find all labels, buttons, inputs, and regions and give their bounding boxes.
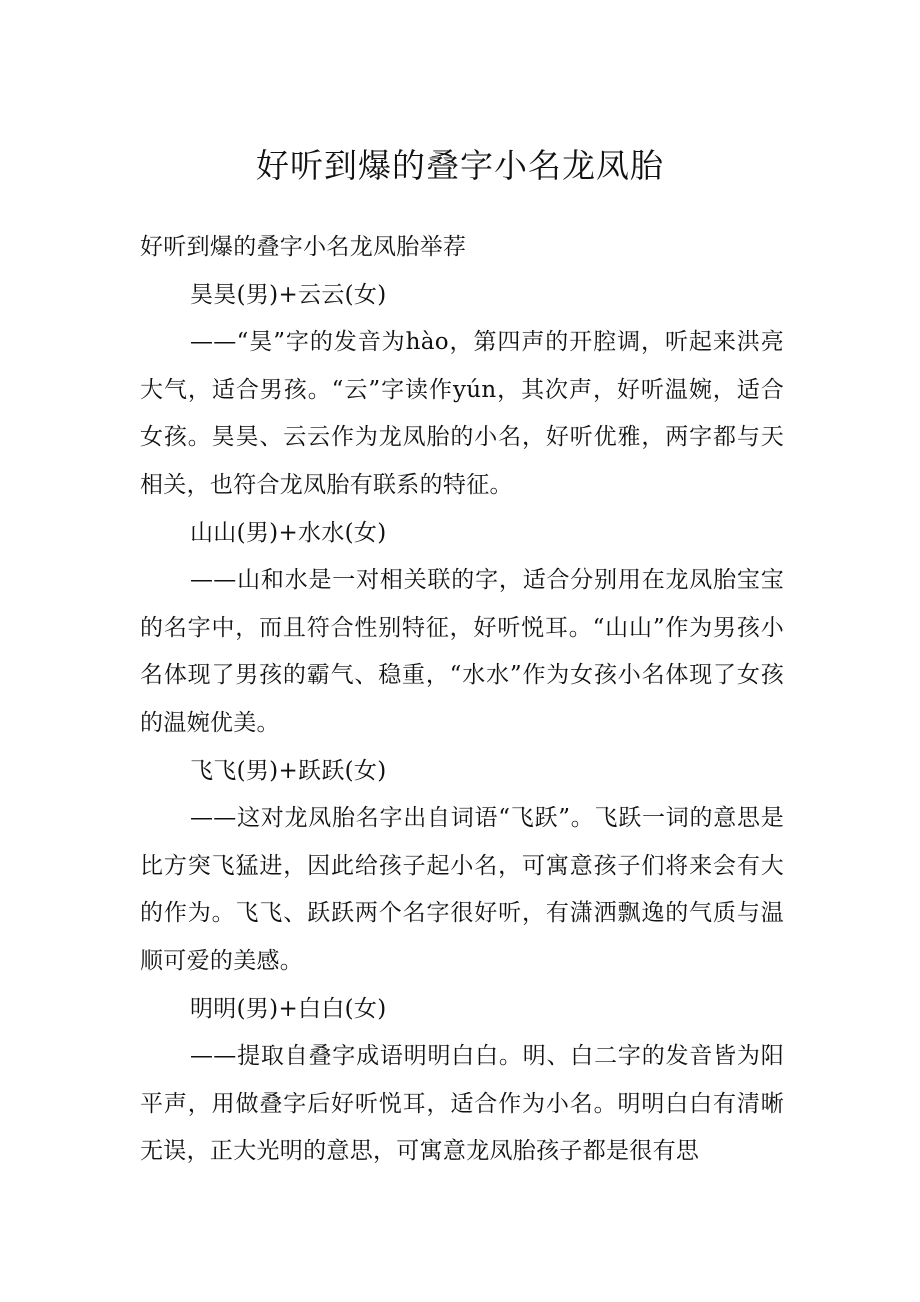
name-pair-heading: 飞飞(男)+跃跃(女) [190, 757, 387, 784]
document-body [140, 224, 784, 1176]
name-pair-description: ——这对龙凤胎名字出自词语“飞跃”。飞跃一词的意思是比方突飞猛进，因此给孩子起小名，可寓意孩子们将来会有大的作为。飞飞、跃跃两个名字很好听，有潇洒飘逸的气质与温顺可爱的美感。 [140, 805, 784, 974]
name-pair-heading: 山山(男)+水水(女) [190, 519, 387, 546]
name-pair-heading: 明明(男)+白白(女) [190, 995, 387, 1022]
name-pair-heading: 昊昊(男)+云云(女) [190, 281, 387, 308]
name-pair-description: ——提取自叠字成语明明白白。明、白二字的发音皆为阳平声，用做叠字后好听悦耳，适合作为小名。明明白白有清晰无误，正大光明的意思，可寓意龙凤胎孩子都是很有思 [140, 1043, 784, 1165]
name-pair-description: ——山和水是一对相关联的字，适合分别用在龙凤胎宝宝的名字中，而且符合性别特征，好听悦耳。“山山”作为男孩小名体现了男孩的霸气、稳重，“水水”作为女孩小名体现了女孩的温婉优美。 [140, 567, 784, 736]
name-pair-description: ——“昊”字的发音为hào，第四声的开腔调，听起来洪亮大气，适合男孩。“云”字读作yún，其次声，好听温婉，适合女孩。昊昊、云云作为龙凤胎的小名，好听优雅，两字都与天相关，也符合龙凤胎有联系的特征。 [140, 329, 784, 498]
intro-line: 好听到爆的叠字小名龙凤胎举荐 [140, 234, 467, 260]
document-title: 好听到爆的叠字小名龙凤胎 [256, 146, 664, 185]
